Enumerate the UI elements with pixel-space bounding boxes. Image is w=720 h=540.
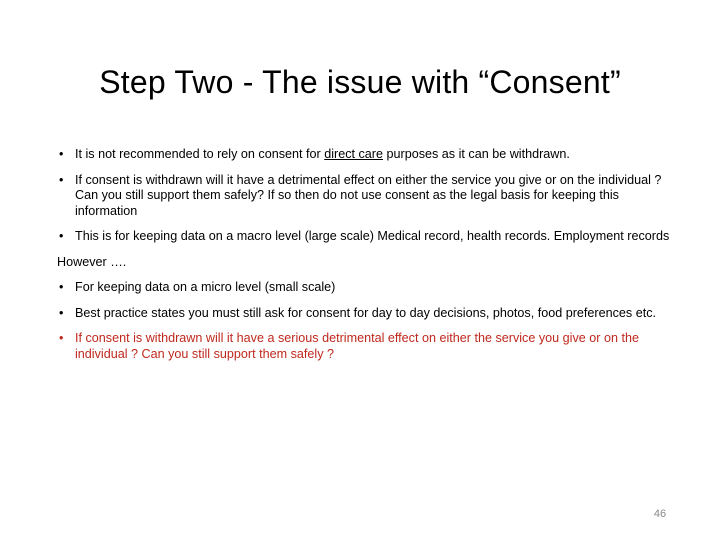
- bullet-text: This is for keeping data on a macro level (large scale) Medical record, health records. Employment records: [75, 229, 670, 243]
- bullet-item: [57, 229, 677, 245]
- bullet-text: If consent is withdrawn will it have a detrimental effect on either the service you give or on the individual ? Can you still support them safely? If so then do not use consent as the legal basis for keeping this information: [75, 172, 662, 218]
- bullet-text-pre: It is not recommended to rely on consent for: [75, 147, 325, 161]
- underlined-term: direct care: [324, 147, 383, 161]
- bullet-text: For keeping data on a micro level (small scale): [75, 280, 336, 294]
- bullet-text: If consent is withdrawn will it have a serious detrimental effect on either the service you give or on the individual ? Can you still support them safely ?: [75, 331, 639, 361]
- bullet-text-post: purposes as it can be withdrawn.: [383, 147, 570, 161]
- bullet-item-highlighted: [57, 331, 677, 362]
- bullet-dot: •: [59, 147, 64, 161]
- page-number: 46: [653, 508, 667, 520]
- bullet-dot: •: [59, 172, 64, 187]
- bullet-item: [57, 173, 677, 220]
- bullet-text: Best practice states you must still ask for consent for day to day decisions, photos, food preferences etc.: [75, 305, 657, 320]
- bullet-item: [57, 280, 677, 296]
- slide-content: [57, 147, 677, 372]
- however-label: However ….: [57, 254, 127, 269]
- bullet-dot: •: [59, 280, 64, 294]
- bullet-dot: •: [59, 331, 64, 345]
- bullet-item: [57, 147, 677, 163]
- bullet-dot: •: [59, 229, 64, 243]
- bullet-item: [57, 306, 677, 322]
- slide-title: Step Two - The issue with “Consent”: [99, 64, 621, 100]
- bullet-dot: •: [59, 305, 64, 320]
